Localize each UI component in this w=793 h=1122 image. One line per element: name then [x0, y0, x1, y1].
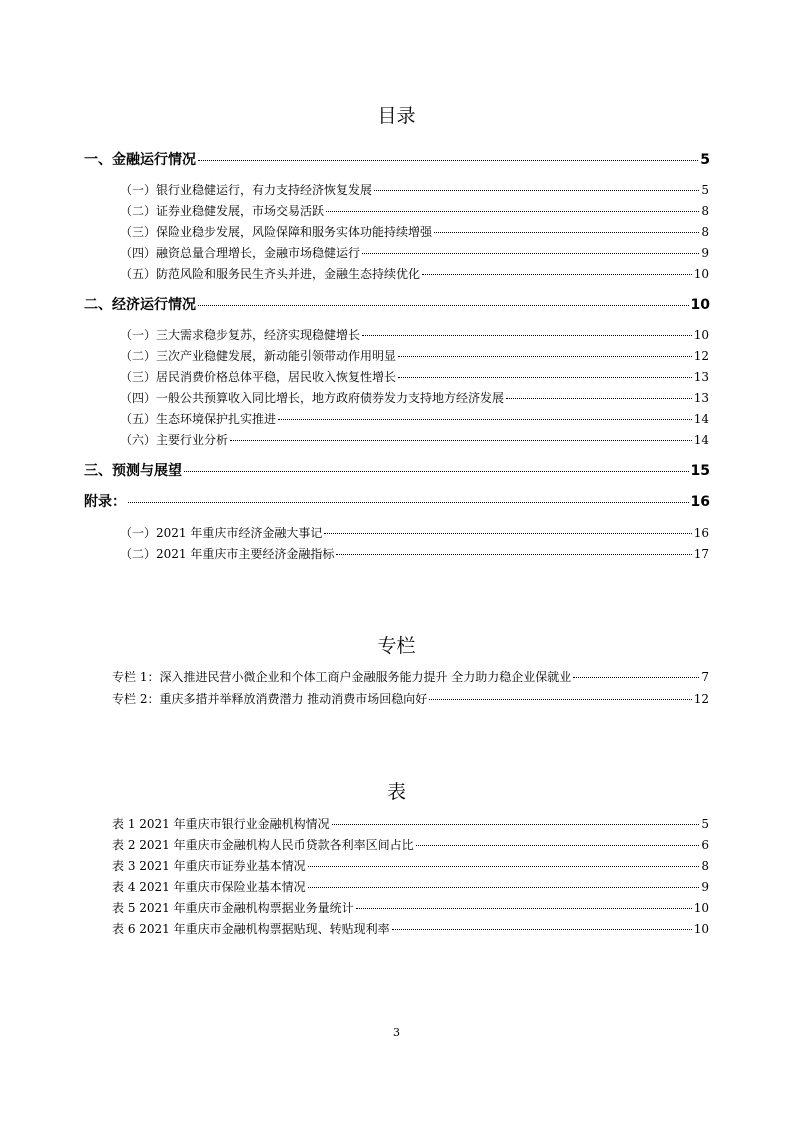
toc-page-number: 10	[693, 328, 709, 342]
dot-leader	[128, 501, 689, 503]
dot-leader	[374, 189, 699, 191]
dot-leader	[332, 823, 700, 825]
toc-chapter-2[interactable]	[84, 295, 710, 315]
dot-leader	[278, 418, 692, 420]
dot-leader	[416, 844, 700, 846]
toc-section[interactable]	[120, 244, 709, 262]
dot-leader	[429, 698, 691, 700]
dot-leader	[336, 553, 691, 555]
toc-section[interactable]	[120, 545, 709, 563]
toc-page-number: 5	[701, 817, 709, 831]
toc-chapter-appendix[interactable]	[84, 492, 710, 512]
toc-section-label: （一）银行业稳健运行，有力支持经济恢复发展	[120, 183, 373, 197]
toc-page-number: 17	[693, 547, 709, 561]
column-entry[interactable]	[112, 668, 709, 686]
toc-page-number: 5	[701, 183, 709, 197]
dot-leader	[392, 928, 692, 930]
toc-section-label: （五）防范风险和服务民生齐头并进，金融生态持续优化	[120, 267, 421, 281]
table-entry-label: 表 6 2021 年重庆市金融机构票据贴现、转贴现利率	[112, 922, 390, 936]
toc-section-label: （六）主要行业分析	[120, 433, 229, 447]
toc-section[interactable]	[120, 524, 709, 542]
page-number-footer: 3	[393, 1026, 400, 1039]
dot-leader	[398, 355, 692, 357]
table-entry[interactable]	[112, 836, 709, 854]
table-entry[interactable]	[112, 878, 709, 896]
toc-page-number: 12	[693, 349, 709, 363]
toc-section-label: （四）一般公共预算收入同比增长，地方政府债券发力支持地方经济发展	[120, 391, 505, 405]
toc-page-number: 16	[693, 526, 709, 540]
table-entry[interactable]	[112, 920, 709, 938]
dot-leader	[198, 159, 698, 161]
toc-page-number: 13	[693, 370, 709, 384]
toc-page-number: 14	[693, 412, 709, 426]
toc-section[interactable]	[120, 347, 709, 365]
toc-page-number: 10	[693, 922, 709, 936]
toc-page-number: 9	[701, 880, 709, 894]
toc-section[interactable]	[120, 326, 709, 344]
toc-page-number: 10	[693, 901, 709, 915]
toc-section[interactable]	[120, 389, 709, 407]
dot-leader	[308, 865, 700, 867]
table-entry[interactable]	[112, 899, 709, 917]
dot-leader	[398, 376, 692, 378]
toc-page-number: 12	[693, 692, 709, 706]
toc-chapter-label: 附录：	[84, 494, 126, 510]
toc-page-number: 15	[690, 463, 710, 479]
toc-section[interactable]	[120, 265, 709, 283]
dot-leader	[506, 397, 692, 399]
dot-leader	[573, 676, 699, 678]
toc-page-number: 7	[701, 670, 709, 684]
toc-page-number: 6	[701, 838, 709, 852]
toc-section-label: （一）三大需求稳步复苏，经济实现稳健增长	[120, 328, 361, 342]
dot-leader	[198, 304, 689, 306]
toc-section-label: （一）2021 年重庆市经济金融大事记	[120, 526, 323, 540]
table-entry[interactable]	[112, 815, 709, 833]
toc-section-label: （三）保险业稳步发展，风险保障和服务实体功能持续增强	[120, 225, 433, 239]
table-entry-label: 表 3 2021 年重庆市证券业基本情况	[112, 859, 306, 873]
table-entry-label: 表 1 2021 年重庆市银行业金融机构情况	[112, 817, 330, 831]
toc-page-number: 16	[690, 494, 710, 510]
toc-page-number: 10	[690, 297, 710, 313]
toc-page-number: 10	[693, 267, 709, 281]
toc-page-number: 9	[701, 246, 709, 260]
table-entry-label: 表 5 2021 年重庆市金融机构票据业务量统计	[112, 901, 354, 915]
columns-title: 专栏	[377, 635, 416, 657]
toc-title: 目录	[377, 105, 416, 127]
column-entry-label: 专栏 1：深入推进民营小微企业和个体工商户金融服务能力提升 全力助力稳企业保就业	[112, 670, 572, 684]
table-entry-label: 表 4 2021 年重庆市保险业基本情况	[112, 880, 306, 894]
toc-chapter-3[interactable]	[84, 461, 710, 481]
table-entry[interactable]	[112, 857, 709, 875]
toc-chapter-label: 三、预测与展望	[84, 463, 182, 479]
dot-leader	[434, 231, 699, 233]
table-entry-label: 表 2 2021 年重庆市金融机构人民币贷款各利率区间占比	[112, 838, 414, 852]
tables-title: 表	[386, 781, 406, 803]
toc-page-number: 13	[693, 391, 709, 405]
dot-leader	[184, 470, 689, 472]
dot-leader	[362, 252, 699, 254]
toc-page-number: 5	[700, 152, 710, 168]
column-entry[interactable]	[112, 690, 709, 708]
toc-section-label: （二）2021 年重庆市主要经济金融指标	[120, 547, 335, 561]
dot-leader	[230, 439, 692, 441]
toc-section-label: （三）居民消费价格总体平稳，居民收入恢复性增长	[120, 370, 397, 384]
toc-section-label: （二）证券业稳健发展，市场交易活跃	[120, 204, 325, 218]
toc-section[interactable]	[120, 431, 709, 449]
toc-page-number: 8	[701, 225, 709, 239]
toc-section[interactable]	[120, 223, 709, 241]
toc-chapter-1[interactable]	[84, 150, 710, 170]
toc-chapter-label: 二、经济运行情况	[84, 297, 196, 313]
dot-leader	[362, 334, 692, 336]
toc-section[interactable]	[120, 368, 709, 386]
toc-section[interactable]	[120, 410, 709, 428]
dot-leader	[324, 532, 691, 534]
toc-section[interactable]	[120, 181, 709, 199]
toc-chapter-label: 一、金融运行情况	[84, 152, 196, 168]
toc-page-number: 8	[701, 204, 709, 218]
dot-leader	[422, 273, 692, 275]
toc-section-label: （二）三次产业稳健发展，新动能引领带动作用明显	[120, 349, 397, 363]
toc-section-label: （五）生态环境保护扎实推进	[120, 412, 277, 426]
toc-section-label: （四）融资总量合理增长，金融市场稳健运行	[120, 246, 361, 260]
toc-page-number: 8	[701, 859, 709, 873]
column-entry-label: 专栏 2：重庆多措并举释放消费潜力 推动消费市场回稳向好	[112, 692, 428, 706]
toc-section[interactable]	[120, 202, 709, 220]
toc-page-number: 14	[693, 433, 709, 447]
dot-leader	[356, 907, 692, 909]
dot-leader	[308, 886, 700, 888]
dot-leader	[326, 210, 699, 212]
